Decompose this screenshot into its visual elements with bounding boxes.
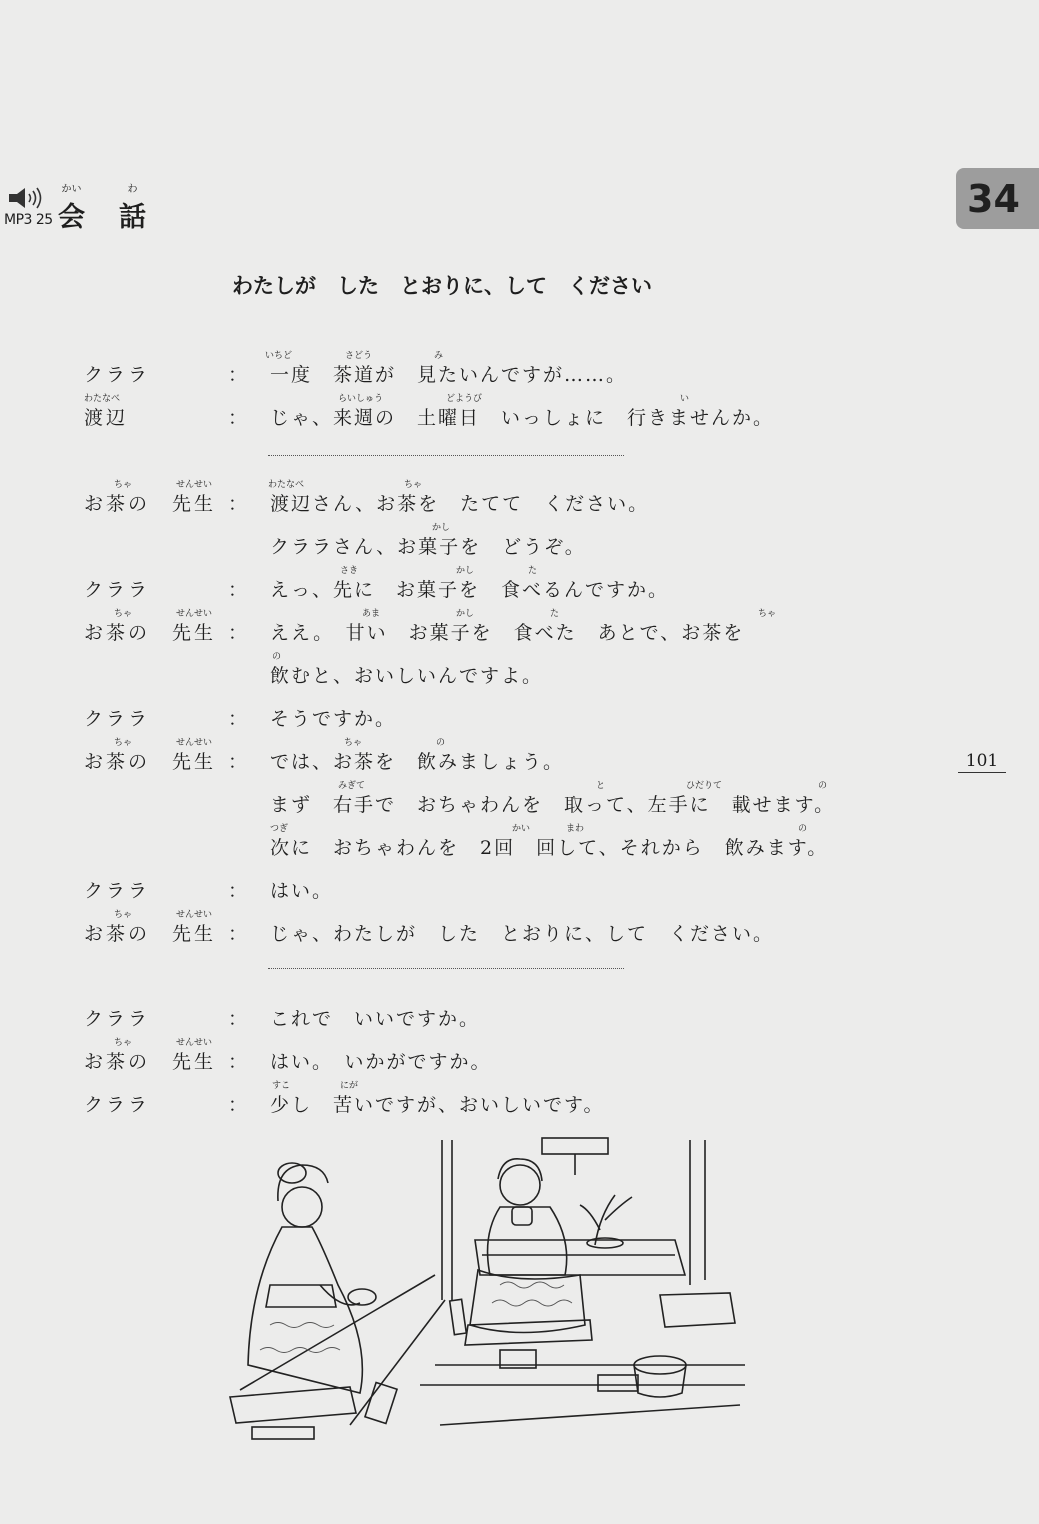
dialogue-line [0,824,950,859]
speaker-name: お茶の 先生 [84,622,217,644]
furigana: わたなべ [268,480,305,490]
speaker-colon: ： [228,1051,248,1073]
page-number: 101 [958,751,1006,773]
dialogue-line [0,910,950,945]
furigana: せんせい [176,480,213,490]
utterance: 飲むと、おいしいんですよ。 [270,665,544,687]
furigana: かい [61,184,82,195]
speaker-colon: ： [228,1094,248,1116]
furigana: ちゃ [114,910,133,920]
speaker-name: クララ [84,364,151,386]
furigana: かい [512,824,531,834]
speaker-name: クララ [84,880,151,902]
furigana: さどう [345,351,373,361]
scene-divider [268,968,624,969]
furigana: み [434,351,444,361]
dialogue-line [0,394,950,429]
furigana: と [596,781,606,791]
dialogue-line [0,700,950,730]
utterance: 一度 茶道が 見たいんですが……。 [270,364,628,386]
dialogue-line [0,523,950,558]
furigana: せんせい [176,1038,213,1048]
furigana: ちゃ [114,480,133,490]
furigana: ちゃ [114,1038,133,1048]
furigana: かし [432,523,451,533]
speaker-colon: ： [228,923,248,945]
furigana: ちゃ [404,480,423,490]
furigana: い [680,394,690,404]
speaker-colon: ： [228,880,248,902]
dialogue-line [0,652,950,687]
speaker-colon: ： [228,622,248,644]
furigana: いちど [265,351,293,361]
furigana: つぎ [270,824,289,834]
speaker-colon: ： [228,751,248,773]
furigana: わ [127,184,138,195]
speaker-colon: ： [228,364,248,386]
dialogue-line [0,480,950,515]
furigana: どようび [446,394,483,404]
lesson-number-badge: 34 [956,168,1039,229]
dialogue-line [0,609,950,644]
utterance: はい。 [270,880,334,902]
dialogue-line [0,872,950,902]
utterance: 次に おちゃわんを 2回 回して、それから 飲みます。 [270,837,829,859]
furigana: せんせい [176,609,213,619]
furigana: ちゃ [758,609,777,619]
audio-track-label: MP3 25 [4,212,53,228]
utterance: そうですか。 [270,708,397,730]
furigana: の [798,824,808,834]
dialog-title: わたしが した とおりに、して ください [232,274,652,298]
furigana: た [528,566,538,576]
tea-ceremony-illustration [220,1135,750,1450]
furigana: さき [340,566,359,576]
section-title [58,184,180,234]
speaker-name: クララ [84,579,151,601]
speaker-name: クララ [84,1008,151,1030]
speaker-colon: ： [228,579,248,601]
furigana: かし [456,566,475,576]
speaker-name: クララ [84,1094,151,1116]
furigana: わたなべ [84,394,121,404]
furigana: ちゃ [114,738,133,748]
utterance: これで いいですか。 [270,1008,481,1030]
furigana: ひだりて [686,781,723,791]
section-title-char: 話 [119,202,146,233]
scene-divider [268,455,624,456]
speaker-icon[interactable] [8,187,48,209]
speaker-colon: ： [228,708,248,730]
dialogue-line [0,1081,950,1116]
furigana: すこ [272,1081,291,1091]
furigana: た [550,609,560,619]
utterance: まず 右手で おちゃわんを 取って、左手に 載せます。 [270,794,836,816]
dialogue-line [0,1000,950,1030]
utterance: クララさん、お菓子を どうぞ。 [270,536,586,558]
furigana: かし [456,609,475,619]
utterance: じゃ、わたしが した とおりに、して ください。 [270,923,775,945]
utterance: 渡辺さん、お茶を たてて ください。 [270,493,650,515]
furigana: の [272,652,282,662]
dialogue-line [0,566,950,601]
utterance: 少し 苦いですが、おいしいです。 [270,1094,605,1116]
utterance: えっ、先に お菓子を 食べるんですか。 [270,579,670,601]
furigana: の [818,781,828,791]
speaker-name: お茶の 先生 [84,751,217,773]
furigana: みぎて [338,781,366,791]
furigana: まわ [566,824,585,834]
furigana: らいしゅう [338,394,384,404]
utterance: では、お茶を 飲みましょう。 [270,751,565,773]
speaker-colon: ： [228,407,248,429]
dialogue-line [0,781,950,816]
speaker-name: お茶の 先生 [84,493,217,515]
furigana: ちゃ [344,738,363,748]
furigana: の [436,738,446,748]
furigana: あま [362,609,381,619]
speaker-colon: ： [228,1008,248,1030]
speaker-colon: ： [228,493,248,515]
speaker-name: クララ [84,708,151,730]
furigana: せんせい [176,738,213,748]
furigana: ちゃ [114,609,133,619]
dialogue-line [0,1038,950,1073]
dialogue-line [0,351,950,386]
speaker-name: 渡辺 [84,407,129,429]
dialogue-line [0,738,950,773]
speaker-name: お茶の 先生 [84,923,217,945]
speaker-name: お茶の 先生 [84,1051,217,1073]
utterance: ええ。 甘い お菓子を 食べた あとで、お茶を [270,622,745,644]
utterance: はい。 いかがですか。 [270,1051,492,1073]
furigana: せんせい [176,910,213,920]
utterance: じゃ、来週の 土曜日 いっしょに 行きませんか。 [270,407,775,429]
section-title-char: 会 [58,202,85,233]
furigana: にが [340,1081,359,1091]
